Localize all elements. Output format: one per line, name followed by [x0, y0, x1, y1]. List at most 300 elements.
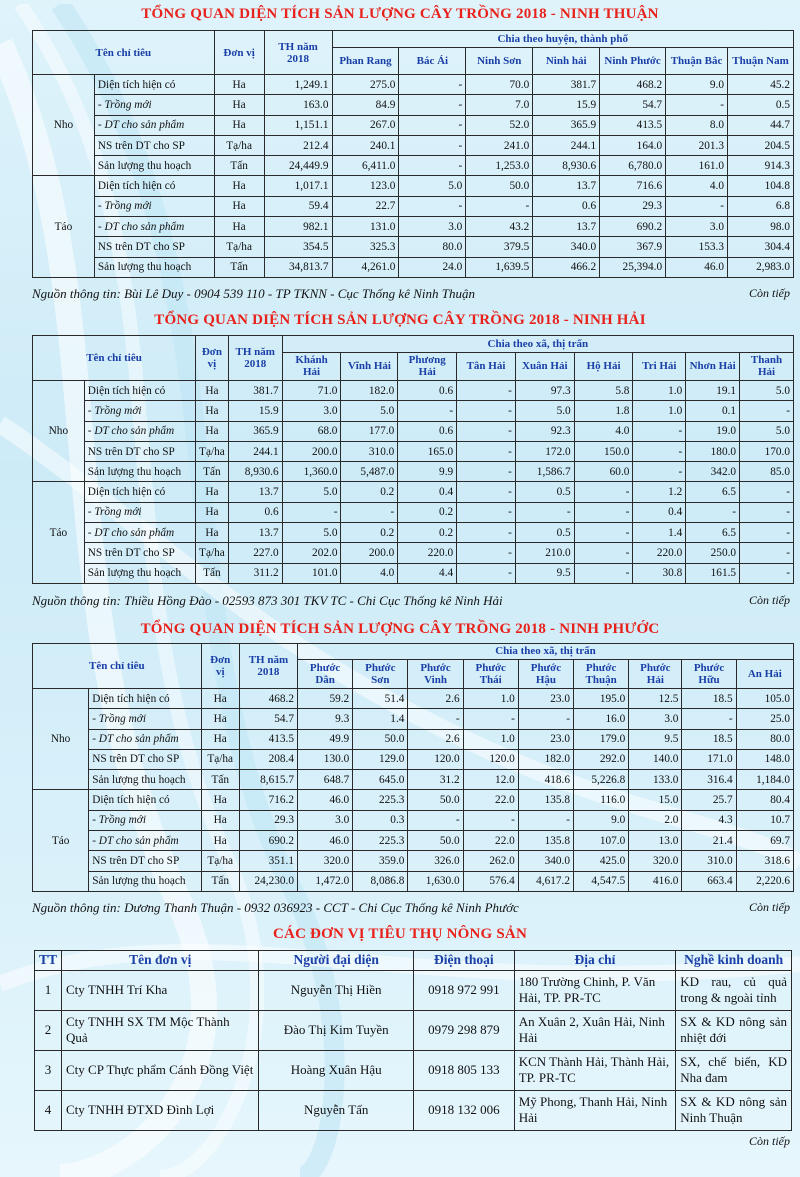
col-commune: Hộ Hải [574, 352, 633, 380]
value-cell: 5.0 [740, 380, 794, 400]
table-row [33, 421, 794, 441]
table-row [35, 970, 792, 1010]
value-cell: 120.0 [463, 749, 518, 769]
unit-rep-cell: Nguyễn Tấn [259, 1090, 414, 1130]
table-row [33, 380, 794, 400]
table-row [33, 401, 794, 421]
col-unit: Đơn vị [196, 335, 229, 380]
value-cell: 1,249.1 [264, 75, 332, 95]
unit-cell: Tạ/ha [201, 749, 239, 769]
value-cell: - [574, 502, 633, 522]
value-cell: 164.0 [600, 135, 666, 155]
value-cell: 0.2 [341, 523, 398, 543]
value-cell: - [740, 543, 794, 563]
value-cell: 19.0 [686, 421, 740, 441]
more-link[interactable]: Còn tiếp [749, 1133, 790, 1148]
value-cell: 3.0 [666, 217, 728, 237]
value-cell: 914.3 [728, 156, 794, 176]
value-cell: 9.5 [515, 563, 574, 583]
value-cell: 365.9 [533, 115, 600, 135]
value-cell: 29.3 [239, 810, 297, 830]
col-district: Ninh Phước [600, 48, 666, 75]
value-cell: 4.0 [341, 563, 398, 583]
value-cell: 69.7 [736, 831, 793, 851]
value-cell: 244.1 [533, 135, 600, 155]
value-cell: 50.0 [353, 729, 408, 749]
value-cell: 54.7 [600, 95, 666, 115]
unit-biz-cell: SX, chế biến, KD Nha đam [676, 1050, 792, 1090]
value-cell: 320.0 [298, 851, 353, 871]
value-cell: - [682, 709, 736, 729]
col-commune: Phước Hữu [682, 659, 736, 688]
value-cell: 23.0 [518, 688, 573, 708]
value-cell: 8,930.6 [228, 462, 282, 482]
value-cell: 23.0 [518, 729, 573, 749]
table-ninh-thuan [32, 30, 794, 278]
col-commune: Phước Thái [463, 659, 518, 688]
value-cell: 80.4 [736, 790, 793, 810]
value-cell: 425.0 [574, 851, 629, 871]
value-cell: 25.7 [682, 790, 736, 810]
value-cell: - [666, 196, 728, 216]
value-cell: 381.7 [228, 380, 282, 400]
value-cell: - [457, 380, 516, 400]
value-cell: 44.7 [728, 115, 794, 135]
col-district: Bác Ái [399, 48, 466, 75]
unit-cell: Tạ/ha [201, 851, 239, 871]
unit-phone-cell[interactable]: 0918 132 006 [413, 1090, 514, 1130]
value-cell: 7.0 [466, 95, 533, 115]
indicator-cell: - DT cho sản phẩm [94, 217, 214, 237]
value-cell: 59.4 [264, 196, 332, 216]
split-header: Chia theo xã, thị trấn [298, 643, 794, 659]
value-cell: 1.0 [463, 688, 518, 708]
value-cell: - [463, 709, 518, 729]
value-cell: 413.5 [600, 115, 666, 135]
value-cell: 241.0 [466, 135, 533, 155]
col-district: Phan Rang [332, 48, 399, 75]
indicator-cell: - Trồng mới [89, 709, 201, 729]
value-cell: 208.4 [239, 749, 297, 769]
col-commune: Phước Thuận [574, 659, 629, 688]
value-cell: 304.4 [728, 237, 794, 257]
table-row [35, 1010, 792, 1050]
value-cell: 101.0 [282, 563, 341, 583]
unit-cell: Tạ/ha [214, 237, 264, 257]
value-cell: 1,151.1 [264, 115, 332, 135]
unit-cell: Ha [201, 810, 239, 830]
unit-cell: Ha [214, 217, 264, 237]
value-cell: 163.0 [264, 95, 332, 115]
value-cell: - [666, 95, 728, 115]
table-row [33, 831, 794, 851]
table-row [33, 482, 794, 502]
value-cell: 379.5 [466, 237, 533, 257]
indicator-cell: - Trồng mới [94, 95, 214, 115]
indicator-cell: NS trên DT cho SP [89, 749, 201, 769]
value-cell: 12.5 [629, 688, 682, 708]
value-cell: - [518, 810, 573, 830]
value-cell: - [399, 75, 466, 95]
unit-addr-cell: Mỹ Phong, Thanh Hải, Ninh Hải [514, 1090, 676, 1130]
col-representative: Người đại diện [259, 950, 414, 970]
title-ninh-thuan: TỔNG QUAN DIỆN TÍCH SẢN LƯỢNG CÂY TRỒNG 2018 - NINH THUẬN [141, 6, 659, 22]
value-cell: 21.4 [682, 831, 736, 851]
value-cell: - [574, 523, 633, 543]
value-cell: 116.0 [574, 790, 629, 810]
table-row [33, 729, 794, 749]
col-unit: Đơn vị [201, 643, 239, 688]
value-cell: - [466, 196, 533, 216]
value-cell: 310.0 [682, 851, 736, 871]
value-cell: 225.3 [353, 790, 408, 810]
value-cell: 9.0 [666, 75, 728, 95]
value-cell: 0.1 [686, 401, 740, 421]
value-cell: 9.5 [629, 729, 682, 749]
value-cell: 204.5 [728, 135, 794, 155]
value-cell: 5.0 [282, 523, 341, 543]
value-cell: 5,226.8 [574, 770, 629, 790]
indicator-cell: Sản lượng thu hoạch [89, 871, 201, 891]
more-link[interactable]: Còn tiếp [749, 592, 790, 607]
value-cell: 43.2 [466, 217, 533, 237]
value-cell: - [457, 543, 516, 563]
value-cell: 68.0 [282, 421, 341, 441]
value-cell: 51.4 [353, 688, 408, 708]
value-cell: 318.6 [736, 851, 793, 871]
value-cell: - [515, 502, 574, 522]
col-commune: Phương Hải [398, 352, 457, 380]
value-cell: 5.0 [341, 401, 398, 421]
value-cell: 5.0 [282, 482, 341, 502]
value-cell: 105.0 [736, 688, 793, 708]
value-cell: - [574, 563, 633, 583]
value-cell: 46.0 [666, 257, 728, 277]
indicator-cell: NS trên DT cho SP [84, 543, 195, 563]
value-cell: 1,639.5 [466, 257, 533, 277]
value-cell: 0.6 [398, 380, 457, 400]
unit-cell: Tấn [201, 871, 239, 891]
value-cell: 15.0 [629, 790, 682, 810]
value-cell: 22.0 [463, 831, 518, 851]
unit-biz-cell: SX & KD nông sản nhiệt đới [676, 1010, 792, 1050]
value-cell: 5.0 [399, 176, 466, 196]
value-cell: - [399, 135, 466, 155]
col-indicator: Tên chỉ tiêu [33, 31, 215, 75]
unit-cell: Ha [196, 380, 229, 400]
table-row [33, 135, 794, 155]
value-cell: 1,184.0 [736, 770, 793, 790]
value-cell: 220.0 [398, 543, 457, 563]
table-row [33, 257, 794, 277]
value-cell: 1.0 [633, 401, 686, 421]
value-cell: 645.0 [353, 770, 408, 790]
col-indicator: Tên chỉ tiêu [33, 643, 202, 688]
value-cell: 1,586.7 [515, 462, 574, 482]
value-cell: 3.0 [629, 709, 682, 729]
col-commune: Phước Dân [298, 659, 353, 688]
value-cell: 0.4 [398, 482, 457, 502]
value-cell: 60.0 [574, 462, 633, 482]
value-cell: 25.0 [736, 709, 793, 729]
value-cell: 201.3 [666, 135, 728, 155]
value-cell: - [633, 462, 686, 482]
indicator-cell: NS trên DT cho SP [94, 237, 214, 257]
value-cell: - [399, 115, 466, 135]
indicator-cell: - DT cho sản phẩm [89, 729, 201, 749]
source-ninh-hai [32, 593, 794, 609]
value-cell: 1,630.0 [408, 871, 463, 891]
unit-rep-cell: Hoàng Xuân Hậu [259, 1050, 414, 1090]
value-cell: - [457, 482, 516, 502]
value-cell: 165.0 [398, 441, 457, 461]
unit-biz-cell: SX & KD nông sản Ninh Thuận [676, 1090, 792, 1130]
more-link[interactable]: Còn tiếp [749, 285, 790, 300]
value-cell: - [399, 156, 466, 176]
unit-rep-cell: Nguyễn Thị Hiền [259, 970, 414, 1010]
value-cell: 54.7 [239, 709, 297, 729]
value-cell: 179.0 [574, 729, 629, 749]
unit-phone-cell[interactable]: 0918 972 991 [413, 970, 514, 1010]
value-cell: 416.0 [629, 871, 682, 891]
col-phone: Điện thoại [413, 950, 514, 970]
source-text: Nguồn thông tin: Thiều Hồng Đào - 02593 873 301 TKV TC - Chi Cục Thống kê Ninh Hải [32, 592, 503, 608]
value-cell: 182.0 [518, 749, 573, 769]
value-cell: - [457, 563, 516, 583]
unit-cell: Tạ/ha [196, 441, 229, 461]
value-cell: 418.6 [518, 770, 573, 790]
value-cell: - [740, 502, 794, 522]
value-cell: 340.0 [518, 851, 573, 871]
value-cell: 267.0 [332, 115, 399, 135]
value-cell: 4.0 [574, 421, 633, 441]
value-cell: 4,617.2 [518, 871, 573, 891]
value-cell: - [398, 401, 457, 421]
value-cell: 13.7 [533, 176, 600, 196]
value-cell: 22.7 [332, 196, 399, 216]
value-cell: 24,449.9 [264, 156, 332, 176]
unit-addr-cell: An Xuân 2, Xuân Hải, Ninh Hải [514, 1010, 676, 1050]
value-cell: 250.0 [686, 543, 740, 563]
col-commune: Khánh Hải [282, 352, 341, 380]
value-cell: 19.1 [686, 380, 740, 400]
indicator-cell: Diện tích hiện có [84, 482, 195, 502]
value-cell: 22.0 [463, 790, 518, 810]
value-cell: 326.0 [408, 851, 463, 871]
value-cell: 367.9 [600, 237, 666, 257]
value-cell: 24.0 [399, 257, 466, 277]
value-cell: 244.1 [228, 441, 282, 461]
value-cell: 0.6 [533, 196, 600, 216]
unit-cell: Tấn [196, 462, 229, 482]
indicator-cell: NS trên DT cho SP [89, 851, 201, 871]
value-cell: 84.9 [332, 95, 399, 115]
value-cell: 0.2 [398, 523, 457, 543]
unit-cell: Ha [201, 709, 239, 729]
table-row [33, 709, 794, 729]
unit-tt-cell: 4 [35, 1090, 62, 1130]
value-cell: 227.0 [228, 543, 282, 563]
value-cell: 180.0 [686, 441, 740, 461]
col-commune: Phước Hải [629, 659, 682, 688]
table-row [33, 770, 794, 790]
value-cell: - [399, 196, 466, 216]
table-ninh-phuoc [32, 643, 794, 892]
value-cell: 354.5 [264, 237, 332, 257]
unit-phone-cell[interactable]: 0979 298 879 [413, 1010, 514, 1050]
value-cell: - [633, 441, 686, 461]
source-ninh-thuan [32, 286, 794, 302]
value-cell: - [740, 563, 794, 583]
col-commune: Nhơn Hải [686, 352, 740, 380]
value-cell: 50.0 [408, 790, 463, 810]
value-cell: - [341, 502, 398, 522]
value-cell: - [457, 523, 516, 543]
col-district: Thuận Bắc [666, 48, 728, 75]
unit-cell: Ha [214, 75, 264, 95]
col-commune: Tân Hải [457, 352, 516, 380]
value-cell: 49.9 [298, 729, 353, 749]
unit-cell: Ha [214, 95, 264, 115]
indicator-cell: - DT cho sản phẩm [84, 421, 195, 441]
value-cell: - [408, 709, 463, 729]
value-cell: 6,411.0 [332, 156, 399, 176]
value-cell: 663.4 [682, 871, 736, 891]
value-cell: 1.8 [574, 401, 633, 421]
crop-label: Táo [33, 482, 85, 583]
value-cell: 5,487.0 [341, 462, 398, 482]
col-commune: Tri Hải [633, 352, 686, 380]
indicator-cell: Diện tích hiện có [84, 380, 195, 400]
indicator-cell: Diện tích hiện có [94, 176, 214, 196]
col-district: Ninh Sơn [466, 48, 533, 75]
source-text: Nguồn thông tin: Dương Thanh Thuận - 0932 036923 - CCT - Chi Cục Thống kê Ninh Phước [32, 899, 519, 915]
unit-cell: Tấn [214, 156, 264, 176]
value-cell: 2.6 [408, 688, 463, 708]
value-cell: 59.2 [298, 688, 353, 708]
unit-tt-cell: 2 [35, 1010, 62, 1050]
value-cell: - [457, 462, 516, 482]
value-cell: - [457, 401, 516, 421]
split-header: Chia theo huyện, thành phố [332, 31, 793, 48]
value-cell: 468.2 [600, 75, 666, 95]
indicator-cell: Diện tích hiện có [94, 75, 214, 95]
unit-name-cell: Cty TNHH SX TM Mộc Thành Quả [62, 1010, 259, 1050]
indicator-cell: - DT cho sản phẩm [89, 831, 201, 851]
value-cell: 210.0 [515, 543, 574, 563]
unit-phone-cell[interactable]: 0918 805 133 [413, 1050, 514, 1090]
value-cell: 6.5 [686, 482, 740, 502]
value-cell: 13.0 [629, 831, 682, 851]
value-cell: 195.0 [574, 688, 629, 708]
unit-biz-cell: KD rau, củ quả trong & ngoài tỉnh [676, 970, 792, 1010]
value-cell: - [463, 810, 518, 830]
value-cell: 13.7 [533, 217, 600, 237]
indicator-cell: NS trên DT cho SP [94, 135, 214, 155]
table-row [33, 749, 794, 769]
table-row [33, 75, 794, 95]
source-ninh-phuoc [32, 900, 794, 916]
col-th: TH năm 2018 [264, 31, 332, 75]
col-business: Nghề kinh doanh [676, 950, 792, 970]
crop-label: Nho [33, 75, 95, 176]
table-row [33, 115, 794, 135]
value-cell: 2.0 [629, 810, 682, 830]
indicator-cell: Diện tích hiện có [89, 790, 201, 810]
unit-cell: Ha [201, 790, 239, 810]
unit-cell: Ha [201, 831, 239, 851]
value-cell: 6.5 [686, 523, 740, 543]
value-cell: 690.2 [239, 831, 297, 851]
value-cell: - [686, 502, 740, 522]
value-cell: 468.2 [239, 688, 297, 708]
value-cell: 0.5 [515, 523, 574, 543]
value-cell: 381.7 [533, 75, 600, 95]
value-cell: 225.3 [353, 831, 408, 851]
more-link[interactable]: Còn tiếp [749, 899, 790, 914]
value-cell: 30.8 [633, 563, 686, 583]
value-cell: 171.0 [682, 749, 736, 769]
value-cell: 135.8 [518, 831, 573, 851]
value-cell: 1,472.0 [298, 871, 353, 891]
table-row [33, 441, 794, 461]
value-cell: 1,017.1 [264, 176, 332, 196]
indicator-cell: NS trên DT cho SP [84, 441, 195, 461]
col-indicator: Tên chỉ tiêu [33, 335, 196, 380]
value-cell: 1,253.0 [466, 156, 533, 176]
value-cell: 1.0 [633, 380, 686, 400]
value-cell: 351.1 [239, 851, 297, 871]
value-cell: - [408, 810, 463, 830]
value-cell: 70.0 [466, 75, 533, 95]
footer-more [32, 1134, 794, 1149]
value-cell: 46.0 [298, 831, 353, 851]
value-cell: 342.0 [686, 462, 740, 482]
value-cell: 0.5 [515, 482, 574, 502]
unit-name-cell: Cty TNHH ĐTXD Đình Lợi [62, 1090, 259, 1130]
value-cell: 982.1 [264, 217, 332, 237]
unit-tt-cell: 1 [35, 970, 62, 1010]
indicator-cell: - Trồng mới [84, 401, 195, 421]
value-cell: 98.0 [728, 217, 794, 237]
value-cell: - [399, 95, 466, 115]
value-cell: - [282, 502, 341, 522]
col-address: Địa chỉ [514, 950, 676, 970]
value-cell: 3.0 [399, 217, 466, 237]
value-cell: 9.9 [398, 462, 457, 482]
col-tt: TT [35, 950, 62, 970]
crop-label: Nho [33, 688, 89, 789]
value-cell: - [740, 482, 794, 502]
value-cell: 2.6 [408, 729, 463, 749]
split-header: Chia theo xã, thị trấn [282, 335, 793, 352]
value-cell: 8,930.6 [533, 156, 600, 176]
title-ninh-hai: TỔNG QUAN DIỆN TÍCH SẢN LƯỢNG CÂY TRỒNG 2018 - NINH HẢI [154, 311, 646, 328]
col-district: Thuận Nam [728, 48, 794, 75]
value-cell: 170.0 [740, 441, 794, 461]
value-cell: 13.7 [228, 523, 282, 543]
value-cell: 9.3 [298, 709, 353, 729]
value-cell: 2,983.0 [728, 257, 794, 277]
value-cell: - [518, 709, 573, 729]
value-cell: 107.0 [574, 831, 629, 851]
value-cell: 5.8 [574, 380, 633, 400]
value-cell: 5.0 [515, 401, 574, 421]
unit-cell: Ha [201, 688, 239, 708]
value-cell: 123.0 [332, 176, 399, 196]
value-cell: 220.0 [633, 543, 686, 563]
value-cell: 140.0 [629, 749, 682, 769]
